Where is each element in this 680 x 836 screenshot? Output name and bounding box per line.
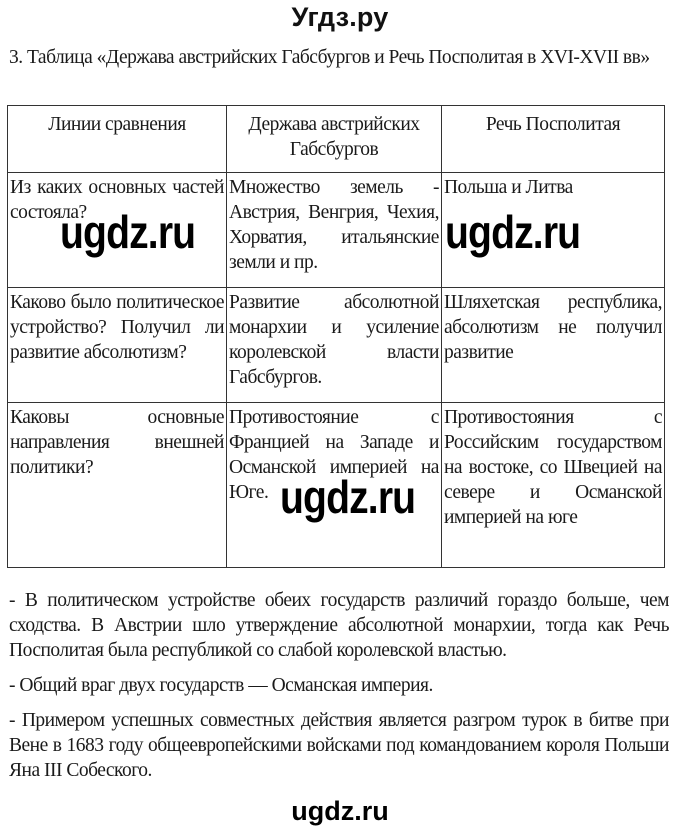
column-header-rzeczpospolita: Речь Посполитая (441, 106, 664, 173)
cell-habsburgs: Развитие абсолютной монархии и усиление королевской власти Габсбургов. (227, 288, 442, 403)
cell-question: Каково было политическое устройство? Получил ли развитие абсолютизм? (8, 288, 227, 403)
table-header-row (8, 106, 665, 173)
task-title: 3. Таблица «Держава австрийских Габсбургов и Речь Посполитая в XVI-XVII вв» (9, 47, 650, 68)
cell-habsburgs: Противостояние с Францией на Западе и Османской империей на Юге. (227, 403, 442, 568)
watermark: ugdz.ru (60, 206, 196, 258)
column-header-comparison: Линии сравнения (8, 106, 227, 173)
cell-habsburgs: Множество земель - Австрия, Венгрия, Чехия, Хорватия, итальянские земли и пр. (227, 173, 442, 288)
cell-rzeczpospolita: Противостояния с Российским государством на востоке, со Швецией на севере и Османской империей на юге (441, 403, 664, 568)
table-row (8, 288, 665, 403)
cell-rzeczpospolita: Польша и Литва (441, 173, 664, 288)
watermark: ugdz.ru (280, 471, 416, 523)
cell-rzeczpospolita: Шляхетская республика, абсолютизм не получил развитие (441, 288, 664, 403)
note-paragraph: - В политическом устройстве обеих государств различий гораздо больше, чем сходства. В Австрии шло утверждение абсолютной монархии, тогда как Речь Посполитая была республикой со слабой королевской властью. (9, 590, 669, 661)
site-title: Угдз.ру (291, 2, 389, 32)
conclusions (9, 588, 669, 793)
column-header-habsburgs: Держава австрийских Габсбургов (227, 106, 442, 173)
note-paragraph: - Примером успешных совместных действия является разгром турок в битве при Вене в 1683 году общеевропейскими войсками под командованием короля Польши Яна III Собеского. (9, 710, 669, 781)
footer-watermark: ugdz.ru (291, 796, 389, 826)
watermark: ugdz.ru (445, 206, 581, 258)
note-paragraph: - Общий враг двух государств — Османская империя. (9, 675, 433, 696)
cell-question: Каковы основные направления внешней политики? (8, 403, 227, 568)
cell-question: Из каких основных частей состояла? (8, 173, 227, 288)
